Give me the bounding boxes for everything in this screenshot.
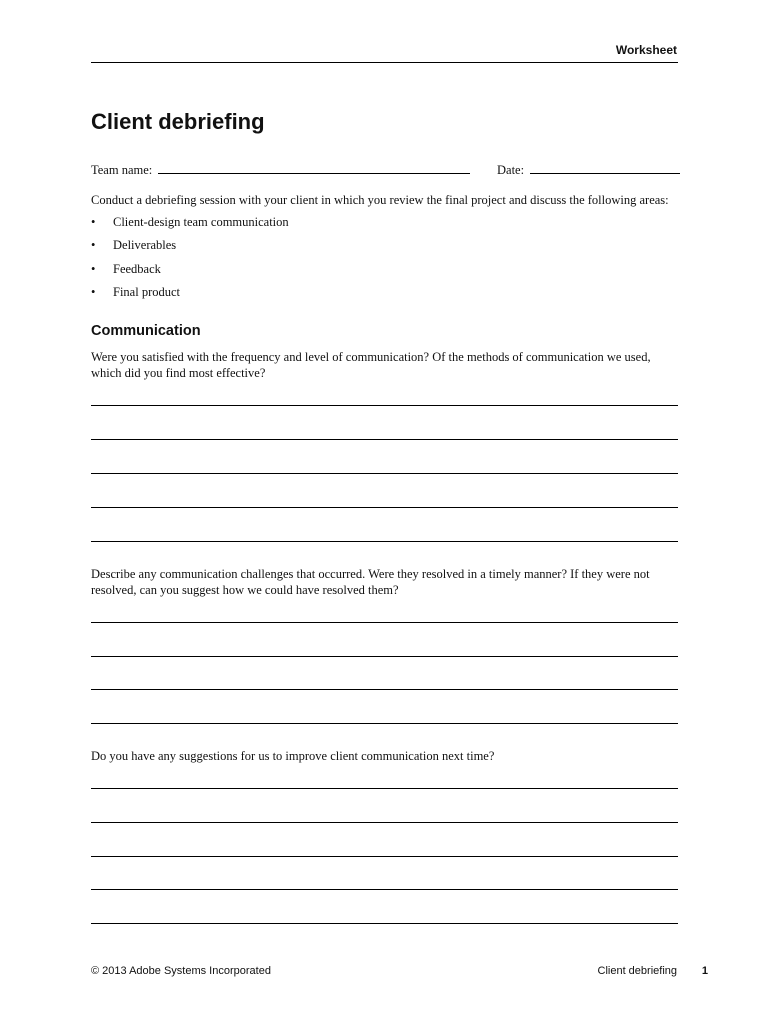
answer-line [91, 923, 678, 924]
discussion-areas-list [91, 215, 289, 308]
intro-text: Conduct a debriefing session with your client in which you review the final project and discuss the following areas: [91, 193, 669, 207]
team-name-blank-line [158, 162, 470, 174]
answer-line [91, 439, 678, 440]
date-label: Date: [497, 163, 525, 177]
list-item [91, 215, 289, 238]
question-2: Describe any communication challenges that occurred. Were they resolved in a timely manner? If they were not resolved, can you suggest how we could have resolved them? [91, 567, 650, 597]
answer-line [91, 656, 678, 657]
list-item [91, 262, 289, 285]
bullet-icon: • [91, 261, 96, 276]
list-item-label: Deliverables [113, 238, 177, 253]
list-item-label: Feedback [113, 261, 161, 276]
bullet-icon: • [91, 284, 96, 299]
date-blank-line [530, 162, 680, 174]
section-heading: Communication [91, 323, 201, 339]
page-number: 1 [701, 965, 708, 977]
team-name-label: Team name: [91, 163, 153, 177]
list-item-label: Final product [113, 284, 181, 299]
answer-line [91, 622, 678, 623]
header-divider [91, 62, 678, 63]
answer-line [91, 689, 678, 690]
list-item [91, 238, 289, 261]
answer-line [91, 405, 678, 406]
list-item-label: Client-design team communication [113, 215, 289, 229]
date-field [497, 162, 680, 178]
answer-line [91, 822, 678, 823]
footer-document-title: Client debriefing [597, 965, 677, 977]
worksheet-label: Worksheet [615, 43, 677, 57]
answer-line [91, 507, 678, 508]
answer-line [91, 723, 678, 724]
answer-line [91, 856, 678, 857]
list-item [91, 285, 289, 308]
question-3: Do you have any suggestions for us to improve client communication next time? [91, 749, 495, 763]
copyright-text: © 2013 Adobe Systems Incorporated [91, 965, 271, 977]
answer-line [91, 541, 678, 542]
question-1: Were you satisfied with the frequency and level of communication? Of the methods of communication we used, which did you find most effective? [91, 350, 651, 380]
bullet-icon: • [91, 215, 96, 229]
answer-line [91, 473, 678, 474]
team-name-field [91, 162, 470, 178]
page-title: Client debriefing [91, 109, 265, 134]
answer-line [91, 788, 678, 789]
answer-line [91, 889, 678, 890]
bullet-icon: • [91, 238, 96, 253]
